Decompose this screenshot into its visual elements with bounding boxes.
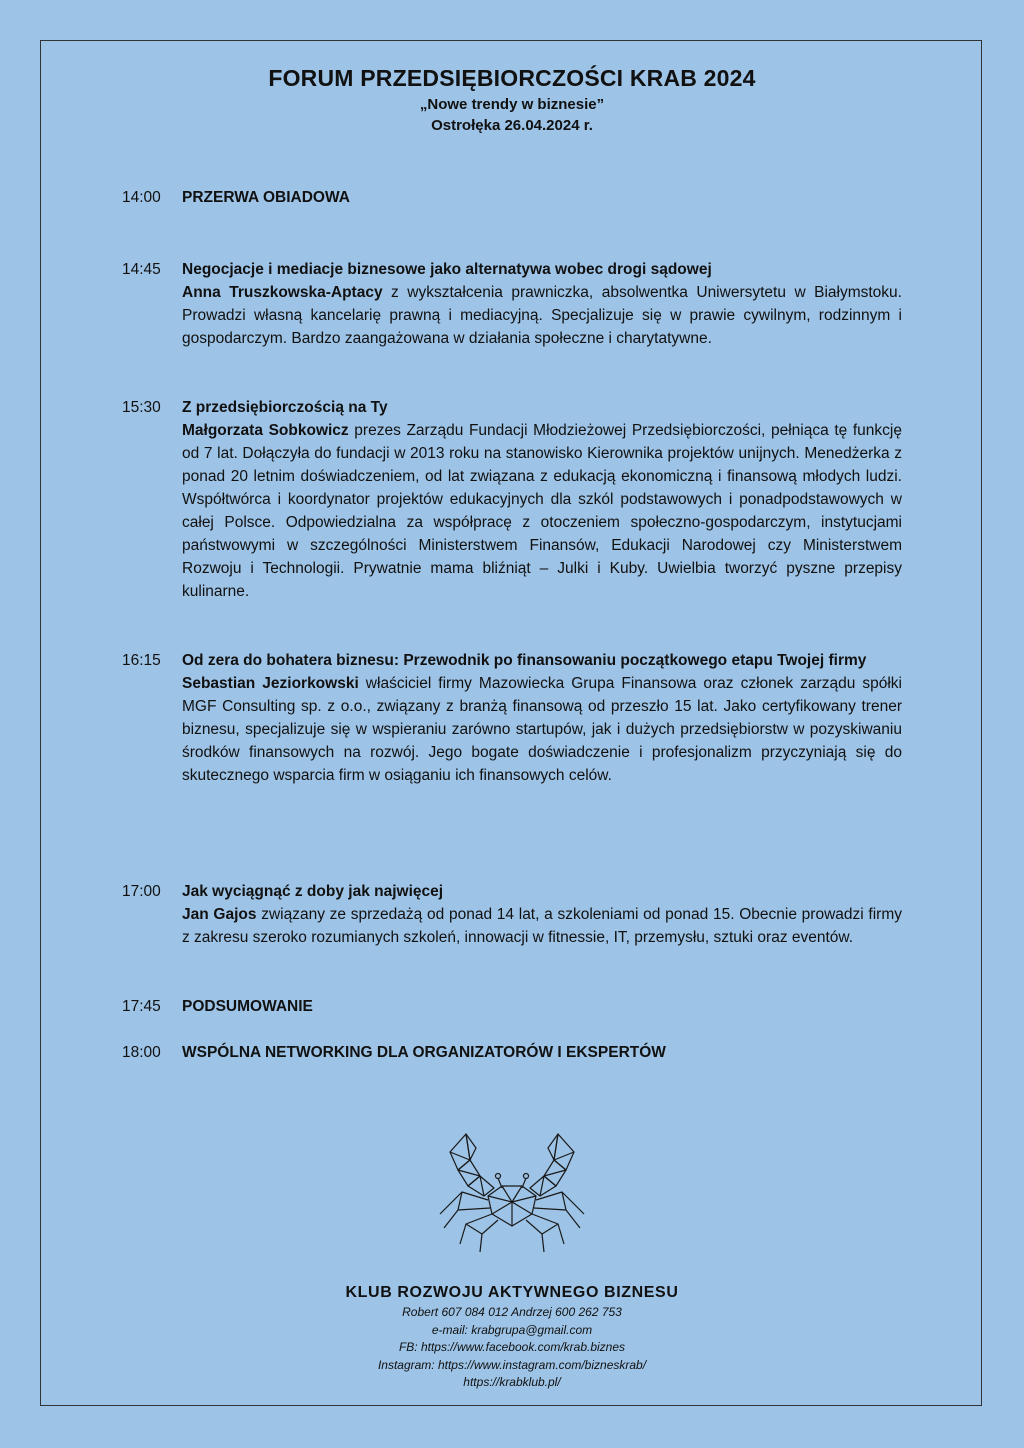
agenda-title: PODSUMOWANIE [182, 998, 313, 1015]
agenda-time: 14:00 [122, 189, 161, 206]
agenda-time: 14:45 [122, 261, 161, 278]
agenda-item [122, 258, 902, 350]
agenda-time: 16:15 [122, 652, 161, 669]
footer [0, 1282, 1024, 1392]
crab-icon [436, 1130, 588, 1256]
agenda-title: Negocjacje i mediacje biznesowe jako alternatywa wobec drogi sądowej [182, 261, 712, 278]
page-title: FORUM PRZEDSIĘBIORCZOŚCI KRAB 2024 [268, 65, 756, 91]
agenda-item [122, 649, 902, 787]
agenda-time: 18:00 [122, 1044, 161, 1061]
agenda-title: PRZERWA OBIADOWA [182, 189, 350, 206]
speaker-name: Sebastian Jeziorkowski [182, 675, 359, 692]
speaker-name: Anna Truszkowska-Aptacy [182, 284, 383, 301]
agenda-item [122, 1041, 902, 1064]
contact-website: https://krabklub.pl/ [463, 1375, 561, 1389]
speaker-name: Jan Gajos [182, 906, 257, 923]
speaker-bio [182, 281, 902, 350]
event-place-date: Ostrołęka 26.04.2024 r. [431, 117, 593, 134]
agenda-title: WSPÓLNA NETWORKING DLA ORGANIZATORÓW I EKSPERTÓW [182, 1044, 666, 1061]
contact-instagram: Instagram: https://www.instagram.com/bizneskrab/ [377, 1357, 647, 1372]
agenda-time: 15:30 [122, 399, 161, 416]
speaker-description: związany ze sprzedażą od ponad 14 lat, a szkoleniami od ponad 15. Obecnie prowadzi firmy z zakresu szeroko rozumianych szkoleń, innowacji w fitnessie, IT, przemysłu, sztuki oraz eventów. [182, 906, 902, 946]
header [0, 62, 1024, 136]
event-subtitle: „Nowe trendy w biznesie” [419, 96, 605, 113]
contact-phones: Robert 607 084 012 Andrzej 600 262 753 [402, 1305, 622, 1319]
agenda-title: Od zera do bohatera biznesu: Przewodnik po finansowaniu początkowego etapu Twojej firmy [182, 652, 867, 669]
speaker-bio [182, 672, 902, 787]
agenda-item [122, 186, 902, 209]
speaker-description: z wykształcenia prawniczka, absolwentka Uniwersytetu w Białymstoku. Prowadzi własną kancelarię prawną i mediacyjną. Specjalizuje się w prawie cywilnym, rodzinnym i gospodarczym. Bardzo zaangażowana w działania społeczne i charytatywne. [182, 284, 902, 347]
speaker-bio [182, 419, 902, 603]
speaker-name: Małgorzata Sobkowicz [182, 422, 349, 439]
speaker-description: prezes Zarządu Fundacji Młodzieżowej Przedsiębiorczości, pełniąca tę funkcję od 7 lat. Dołączyła do fundacji w 2013 roku na stanowisko Kierownika projektów unijnych. Menedżerka z ponad 20 letnim doświadczeniem, od lat związana z edukacją ekonomiczną i finansową młodych ludzi. Współtwórca i koordynator projektów edukacyjnych dla szkól podstawowych i ponadpodstawowych w całej Polsce. Odpowiedzialna za współpracę z otoczeniem społeczno-gospodarczym, instytucjami państwowymi w szczególności Ministerstwem Finansów, Edukacji Narodowej czy Ministerstwem Rozwoju i Technologii. Prywatnie mama bliźniąt – Julki i Kuby. Uwielbia tworzyć pyszne przepisy kulinarne. [182, 422, 902, 600]
organization-name: KLUB ROZWOJU AKTYWNEGO BIZNESU [345, 1284, 679, 1301]
agenda-time: 17:00 [122, 883, 161, 900]
speaker-bio [182, 903, 902, 949]
contact-facebook: FB: https://www.facebook.com/krab.biznes [398, 1340, 626, 1354]
agenda-item [122, 396, 902, 603]
agenda-time: 17:45 [122, 998, 161, 1015]
agenda-item [122, 995, 902, 1018]
speaker-description: właściciel firmy Mazowiecka Grupa Finansowa oraz członek zarządu spółki MGF Consulting sp. z o.o., związany z branżą finansową od przeszło 15 lat. Jako certyfikowany trener biznesu, specjalizuje się w wspieraniu zarówno startupów, jak i dużych przedsiębiorstw w pozyskiwaniu środków finansowych na rozwój. Jego bogate doświadczenie i profesjonalizm przyczyniają się do skutecznego wsparcia firm w osiąganiu ich finansowych celów. [182, 675, 902, 784]
agenda-title: Jak wyciągnąć z doby jak najwięcej [182, 883, 444, 900]
agenda-item [122, 880, 902, 949]
contact-email: e-mail: krabgrupa@gmail.com [431, 1322, 593, 1337]
agenda-title: Z przedsiębiorczością na Ty [182, 399, 388, 416]
